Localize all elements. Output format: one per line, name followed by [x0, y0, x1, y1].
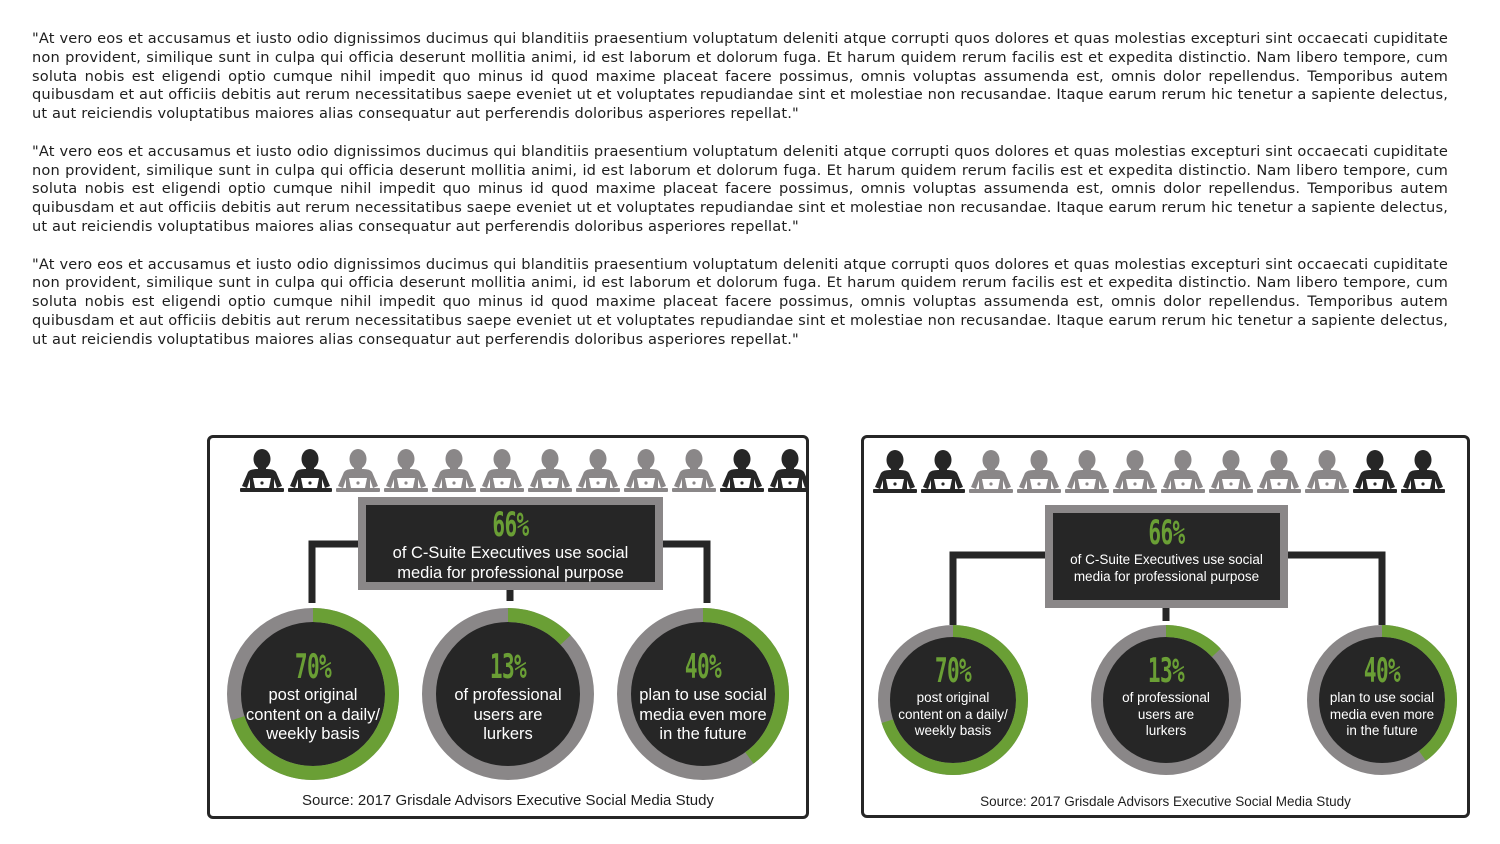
circle-label-line: weekly basis: [914, 723, 992, 738]
circle-stat-1: [878, 652, 1028, 740]
person-icon: [334, 448, 382, 494]
circle-label-line: in the future: [1346, 723, 1418, 738]
paragraph-2: "At vero eos et accusamus et iusto odio dignissimos ducimus qui blanditiis praesentium voluptatum deleniti atque corrupti quos dolores et quas molestias excepturi sint occaecati cupiditate non provident, similique sunt in culpa qui officia deserunt mollitia animi, id est laborum et dolorum fuga. Et harum quidem rerum facilis est et expedita distinctio. Nam libero tempore, cum soluta nobis est eligendi optio cumque nihil impedit quo minus id quod maxime placeat facere possimus, omnis voluptas assumenda est, omnis dolor repellendus. Temporibus autem quibusdam et aut officiis debitis aut rerum necessitatibus saepe eveniet ut et voluptates repudiandae sint et molestiae non recusandae. Itaque earum rerum hic tenetur a sapiente delectus, ut aut reiciendis voluptatibus maiores alias consequatur aut perferendis doloribus asperiores repellat.": [32, 142, 1448, 235]
circle-label-line: weekly basis: [266, 725, 360, 743]
headline-percent: 66%: [492, 505, 529, 545]
source-caption: Source: 2017 Grisdale Advisors Executive Social Media Study: [302, 792, 714, 809]
infographic-panel-right: [861, 435, 1470, 818]
circle-stat-2: [422, 648, 594, 745]
circle-stat-1: [227, 648, 399, 745]
circle-label-line: post original: [916, 690, 990, 705]
headline-label-line-1: of C-Suite Executives use social: [1070, 552, 1263, 567]
headline-stat-box: [1045, 505, 1288, 608]
headline-percent: 66%: [1148, 513, 1185, 553]
paragraph-3: "At vero eos et accusamus et iusto odio dignissimos ducimus qui blanditiis praesentium voluptatum deleniti atque corrupti quos dolores et quas molestias excepturi sint occaecati cupiditate non provident, similique sunt in culpa qui officia deserunt mollitia animi, id est laborum et dolorum fuga. Et harum quidem rerum facilis est et expedita distinctio. Nam libero tempore, cum soluta nobis est eligendi optio cumque nihil impedit quo minus id quod maxime placeat facere possimus, omnis voluptas assumenda est, omnis dolor repellendus. Temporibus autem quibusdam et aut officiis debitis aut rerum necessitatibus saepe eveniet ut et voluptates repudiandae sint et molestiae non recusandae. Itaque earum rerum hic tenetur a sapiente delectus, ut aut reiciendis voluptatibus maiores alias consequatur aut perferendis doloribus asperiores repellat.": [32, 255, 1448, 348]
circle-label-line: plan to use social: [1329, 690, 1435, 705]
paragraph-1: "At vero eos et accusamus et iusto odio dignissimos ducimus qui blanditiis praesentium voluptatum deleniti atque corrupti quos dolores et quas molestias excepturi sint occaecati cupiditate non provident, similique sunt in culpa qui officia deserunt mollitia animi, id est laborum et dolorum fuga. Et harum quidem rerum facilis est et expedita distinctio. Nam libero tempore, cum soluta nobis est eligendi optio cumque nihil impedit quo minus id quod maxime placeat facere possimus, omnis voluptas assumenda est, omnis dolor repellendus. Temporibus autem quibusdam et aut officiis debitis aut rerum necessitatibus saepe eveniet ut et voluptates repudiandae sint et molestiae non recusandae. Itaque earum rerum hic tenetur a sapiente delectus, ut aut reiciendis voluptatibus maiores alias consequatur aut perferendis doloribus asperiores repellat.": [32, 30, 1448, 123]
person-icon: [478, 448, 526, 494]
person-icon: [286, 448, 334, 494]
connector-line: [312, 544, 358, 603]
circle-label-line: of professional: [1122, 690, 1210, 705]
headline-stat-box: [358, 497, 663, 590]
circle-stat-2: [1091, 652, 1241, 740]
person-icon: [1207, 449, 1255, 495]
person-icon: [718, 448, 766, 494]
person-icon: [1111, 449, 1159, 495]
circle-percent: 13%: [489, 647, 527, 687]
body-text: [32, 30, 1448, 368]
circle-percent: 70%: [934, 651, 972, 691]
circle-percent: 13%: [1147, 651, 1185, 691]
person-icon: [1399, 449, 1447, 495]
person-icon: [967, 449, 1015, 495]
circle-label-line: in the future: [659, 725, 747, 743]
person-icon: [766, 448, 809, 494]
person-icon: [1015, 449, 1063, 495]
circle-label-line: post original: [268, 686, 358, 704]
person-icon: [1159, 449, 1207, 495]
person-icon: [382, 448, 430, 494]
circle-percent: 40%: [1363, 651, 1401, 691]
person-icon: [430, 448, 478, 494]
circle-percent: 40%: [684, 647, 722, 687]
person-icon: [622, 448, 670, 494]
circle-stat-3: [617, 648, 789, 745]
people-row: [871, 449, 1447, 495]
person-icon: [526, 448, 574, 494]
connector-line: [953, 555, 1045, 625]
person-icon: [1351, 449, 1399, 495]
person-icon: [1303, 449, 1351, 495]
connector-line: [1288, 555, 1382, 625]
person-icon: [1255, 449, 1303, 495]
circle-label-line: content on a daily/: [898, 706, 1008, 722]
circle-label-line: lurkers: [1145, 723, 1187, 738]
person-icon: [574, 448, 622, 494]
circle-label-line: users are: [473, 705, 543, 724]
person-icon: [1063, 449, 1111, 495]
people-row: [238, 448, 809, 494]
headline-label-line-2: media for professional purpose: [1073, 569, 1260, 584]
headline-label-line-1: of C-Suite Executives use social: [392, 544, 629, 562]
circle-percent: 70%: [294, 647, 332, 687]
circle-label-line: content on a daily/: [246, 705, 380, 724]
person-icon: [919, 449, 967, 495]
circle-label-line: media even more: [1329, 706, 1435, 722]
circle-stat-3: [1307, 652, 1457, 740]
person-icon: [871, 449, 919, 495]
person-icon: [238, 448, 286, 494]
circle-label-line: media even more: [639, 705, 767, 724]
person-icon: [670, 448, 718, 494]
circle-label-line: of professional: [454, 686, 562, 704]
circle-label-line: plan to use social: [639, 686, 767, 704]
headline-label-line-2: media for professional purpose: [397, 564, 624, 582]
circle-label-line: lurkers: [483, 725, 533, 743]
connector-line: [663, 544, 707, 603]
source-caption: Source: 2017 Grisdale Advisors Executive Social Media Study: [980, 794, 1351, 809]
infographic-panel-left: [207, 435, 809, 819]
connector-and-rings: [210, 438, 806, 816]
circle-label-line: users are: [1137, 706, 1195, 722]
